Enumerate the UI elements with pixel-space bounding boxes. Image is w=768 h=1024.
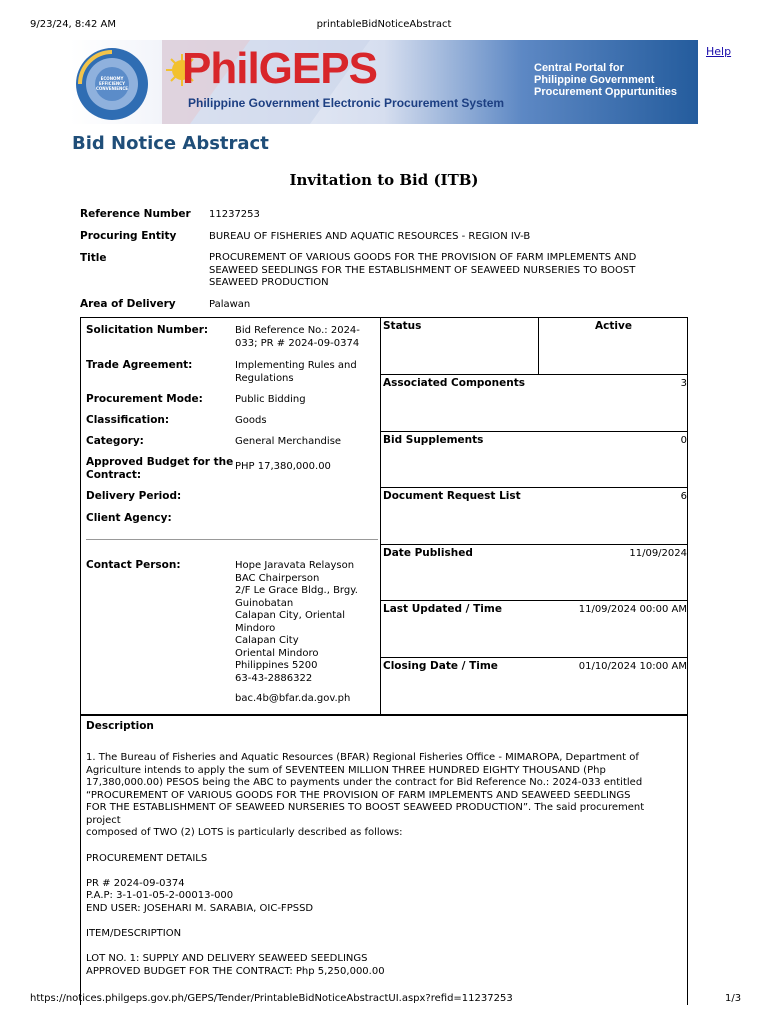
- bid-supplements-value: 0: [680, 435, 687, 446]
- pr-number: PR # 2024-09-0374: [86, 878, 185, 889]
- classification-value: Goods: [235, 415, 267, 426]
- procuring-entity-value: BUREAU OF FISHERIES AND AQUATIC RESOURCES - REGION IV-B: [209, 231, 531, 242]
- associated-components-label: Associated Components: [383, 377, 525, 389]
- end-user: END USER: JOSEHARI M. SARABIA, OIC-FPSSD: [86, 903, 314, 914]
- print-header-title: printableBidNoticeAbstract: [316, 19, 452, 30]
- row-line: [380, 657, 688, 658]
- trade-line: Regulations: [235, 372, 294, 384]
- contact-line: Calapan City, Oriental: [235, 610, 346, 621]
- tagline-line-3: Procurement Oppurtunities: [534, 86, 678, 98]
- category-label: Category:: [86, 435, 144, 447]
- reference-number-value: 11237253: [209, 209, 260, 220]
- trade-agreement-value: [235, 360, 357, 385]
- last-updated-label: Last Updated / Time: [383, 603, 502, 615]
- section-separator: [86, 539, 378, 540]
- trade-line: Implementing Rules and: [235, 360, 357, 371]
- contact-line: BAC Chairperson: [235, 572, 320, 584]
- area-of-delivery-label: Area of Delivery: [80, 298, 176, 310]
- closing-date-value: 01/10/2024 10:00 AM: [578, 661, 687, 672]
- procurement-details-heading: PROCUREMENT DETAILS: [86, 853, 208, 864]
- date-published-label: Date Published: [383, 547, 473, 559]
- contact-person-value: [235, 560, 358, 706]
- print-header-datetime: 9/23/24, 8:42 AM: [30, 19, 117, 30]
- row-line: [380, 374, 688, 375]
- contact-line: 2/F Le Grace Bldg., Brgy.: [235, 585, 358, 596]
- philgeps-banner: [70, 40, 698, 124]
- description-line: FOR THE ESTABLISHMENT OF SEAWEED NURSERIES TO BOOST SEAWEED PRODUCTION”. The said procurement project: [86, 802, 645, 826]
- associated-components-value: 3: [680, 378, 687, 389]
- lot-1-title: LOT NO. 1: SUPPLY AND DELIVERY SEAWEED SEEDLINGS: [86, 953, 368, 964]
- description-line: composed of TWO (2) LOTS is particularly described as follows:: [86, 827, 403, 838]
- tagline-line-1: Central Portal for: [534, 62, 624, 74]
- contact-line: Guinobatan: [235, 597, 294, 609]
- classification-label: Classification:: [86, 414, 170, 426]
- solicitation-label: Solicitation Number:: [86, 324, 209, 336]
- print-footer-url: https://notices.philgeps.gov.ph/GEPS/Tender/PrintableBidNoticeAbstractUI.aspx?refid=11237253: [30, 993, 513, 1004]
- bid-supplements-label: Bid Supplements: [383, 434, 484, 446]
- notice-type: Invitation to Bid (ITB): [289, 171, 479, 189]
- status-label: Status: [383, 320, 422, 332]
- item-description-heading: ITEM/DESCRIPTION: [86, 928, 182, 939]
- category-value: General Merchandise: [235, 436, 342, 447]
- description-heading: Description: [86, 720, 154, 732]
- abc-value: PHP 17,380,000.00: [235, 461, 331, 472]
- pap-code: P.A.P: 3-1-01-05-2-00013-000: [86, 890, 234, 901]
- title-line: PROCUREMENT OF VARIOUS GOODS FOR THE PROVISION OF FARM IMPLEMENTS AND: [209, 252, 637, 263]
- document-request-label: Document Request List: [383, 490, 521, 502]
- description-line: 1. The Bureau of Fisheries and Aquatic Resources (BFAR) Regional Fisheries Office - MIMAROPA, Department of: [86, 752, 639, 763]
- help-link[interactable]: Help: [706, 45, 732, 58]
- description-line: “PROCUREMENT OF VARIOUS GOODS FOR THE PROVISION OF FARM IMPLEMENTS AND SEAWEED SEEDLINGS: [86, 789, 631, 801]
- date-published-value: 11/09/2024: [629, 548, 687, 559]
- area-of-delivery-value: Palawan: [209, 299, 251, 310]
- description-paragraph: [86, 752, 682, 840]
- print-footer-page: 1/3: [725, 993, 742, 1004]
- contact-line: 63-43-2886322: [235, 672, 313, 684]
- title-label: Title: [80, 252, 107, 264]
- solicitation-line: 033; PR # 2024-09-0374: [235, 337, 360, 349]
- title-line: SEAWEED PRODUCTION: [209, 277, 329, 288]
- description-line: 17,380,000.00) PESOS being the ABC to payments under the contract for Bid Reference No.: 2024-033 entitled: [86, 777, 643, 788]
- title-value: [209, 252, 636, 290]
- procuring-entity-label: Procuring Entity: [80, 230, 177, 242]
- trade-agreement-label: Trade Agreement:: [86, 359, 193, 371]
- client-agency-label: Client Agency:: [86, 512, 172, 524]
- row-line: [380, 431, 688, 432]
- row-line: [380, 600, 688, 601]
- delivery-period-label: Delivery Period:: [86, 490, 182, 502]
- abc-label-line: Contract:: [86, 469, 142, 481]
- logo-ring-text: ECONOMY EFFICIENCY CONVENIENCE: [95, 76, 129, 91]
- column-divider: [380, 317, 381, 715]
- solicitation-value: [235, 325, 360, 350]
- lot-1-abc: APPROVED BUDGET FOR THE CONTRACT: Php 5,250,000.00: [86, 966, 385, 977]
- contact-line: Oriental Mindoro: [235, 647, 319, 659]
- contact-line: Mindoro: [235, 622, 276, 634]
- status-value: Active: [595, 320, 632, 332]
- contact-line: Philippines 5200: [235, 660, 318, 671]
- tagline: [534, 62, 677, 98]
- tagline-line-2: Philippine Government: [534, 74, 655, 86]
- procurement-mode-label: Procurement Mode:: [86, 393, 203, 405]
- abc-label-line: Approved Budget for the: [86, 456, 234, 468]
- solicitation-line: Bid Reference No.: 2024-: [235, 325, 360, 336]
- procurement-mode-value: Public Bidding: [235, 394, 306, 405]
- abc-label: [86, 456, 233, 482]
- document-request-value: 6: [680, 491, 687, 502]
- row-line: [380, 487, 688, 488]
- description-line: Agriculture intends to apply the sum of SEVENTEEN MILLION THREE HUNDRED EIGHTY THOUSAND (Php: [86, 764, 606, 776]
- contact-line: Calapan City: [235, 635, 299, 646]
- reference-number-label: Reference Number: [80, 208, 191, 220]
- contact-person-label: Contact Person:: [86, 559, 181, 571]
- last-updated-value: 11/09/2024 00:00 AM: [578, 604, 687, 615]
- row-line: [380, 544, 688, 545]
- philgeps-wordmark: PhilGEPS: [182, 44, 377, 93]
- philgeps-subtitle: Philippine Government Electronic Procurement System: [188, 96, 505, 110]
- page-title: Bid Notice Abstract: [72, 133, 269, 154]
- closing-date-label: Closing Date / Time: [383, 660, 498, 672]
- title-line: SEAWEED SEEDLINGS FOR THE ESTABLISHMENT OF SEAWEED NURSERIES TO BOOST: [209, 264, 636, 276]
- contact-line: Hope Jaravata Relayson: [235, 560, 355, 571]
- contact-email: bac.4b@bfar.da.gov.ph: [235, 693, 351, 704]
